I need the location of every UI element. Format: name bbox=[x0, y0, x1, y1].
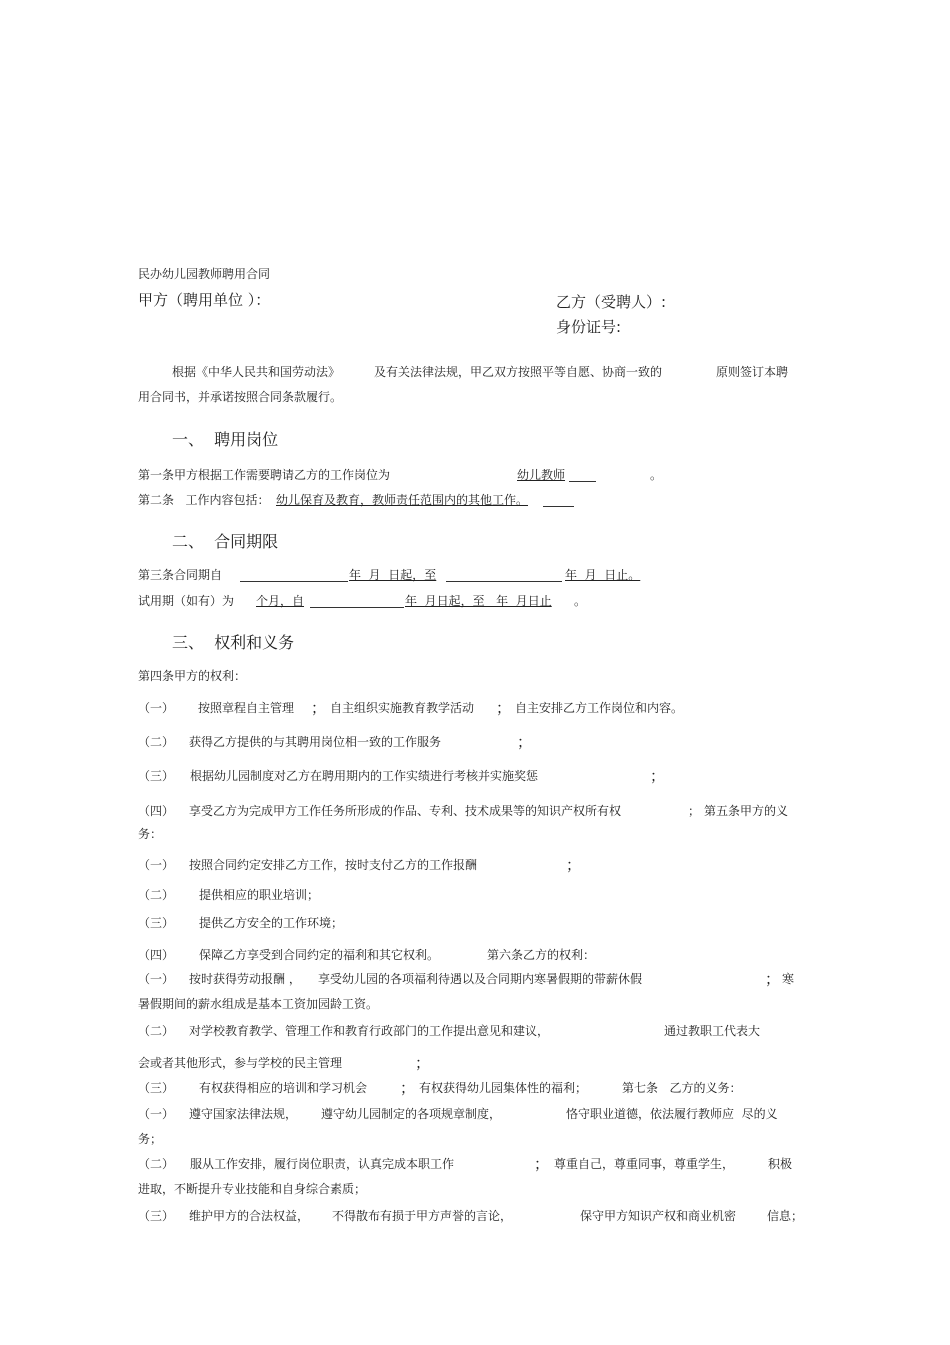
intro-text: 及有关法律法规，甲乙双方按照平等自愿、协商一致的 bbox=[374, 365, 663, 379]
item-text: 遵守国家法律法规， bbox=[189, 1107, 298, 1121]
item-number: （一） bbox=[138, 972, 175, 986]
item-text: 享受幼儿园的各项福利待遇以及合同期内寒暑假期的带薪休假 bbox=[318, 972, 643, 986]
article-4: 第四条甲方的权利： bbox=[138, 669, 247, 683]
item-text: ； bbox=[765, 970, 781, 988]
id-number-label: 身份证号: bbox=[556, 318, 622, 336]
item-number: （一） bbox=[138, 1107, 175, 1121]
trial-end: 。 bbox=[574, 594, 587, 608]
item-text: 保守甲方知识产权和商业机密 bbox=[580, 1209, 737, 1223]
item-number: （四） bbox=[138, 948, 175, 962]
item-number: （二） bbox=[138, 888, 175, 902]
blank-underline bbox=[310, 607, 404, 608]
section-heading: 三、 权利和义务 bbox=[172, 633, 295, 652]
item-text: 恪守职业道德，依法履行教师应 尽的义 bbox=[566, 1107, 778, 1121]
item-text: 保障乙方享受到合同约定的福利和其它权利。 bbox=[199, 948, 440, 962]
item-text: 通过教职工代表大 bbox=[664, 1024, 761, 1038]
item-text: ； bbox=[400, 1079, 416, 1097]
item-text: 务： bbox=[138, 827, 163, 841]
item-text: ； bbox=[415, 1054, 431, 1072]
start-date: 年 月 日起，至 bbox=[349, 568, 437, 582]
item-text: 信息； bbox=[767, 1209, 804, 1223]
item-text: 会或者其他形式，参与学校的民主管理 bbox=[138, 1056, 343, 1070]
trial-months: 个月，自 bbox=[256, 594, 305, 608]
item-number: （三） bbox=[138, 1081, 175, 1095]
item-text: 获得乙方提供的与其聘用岗位相一致的工作服务 bbox=[189, 735, 442, 749]
item-text: ； bbox=[517, 733, 533, 751]
intro-text: 用合同书，并承诺按照合同条款履行。 bbox=[138, 390, 343, 404]
item-text: 有权获得幼儿园集体性的福利； bbox=[419, 1081, 588, 1095]
party-a-label: 甲方（聘用单位 ）： bbox=[138, 291, 271, 309]
intro-text: 根据《中华人民共和国劳动法》 bbox=[172, 365, 341, 379]
item-text: 有权获得相应的培训和学习机会 bbox=[199, 1081, 368, 1095]
item-number: （三） bbox=[138, 1209, 175, 1223]
item-text: 尊重自己，尊重同事，尊重学生， bbox=[554, 1157, 735, 1171]
blank-underline bbox=[240, 581, 348, 582]
item-text: 务； bbox=[138, 1132, 163, 1146]
intro-text: 原则签订本聘 bbox=[716, 365, 789, 379]
item-text: 提供乙方安全的工作环境； bbox=[199, 916, 344, 930]
item-text: 维护甲方的合法权益， bbox=[189, 1209, 310, 1223]
end-date: 年 月 日止。 bbox=[565, 568, 641, 582]
item-text: 进取，不断提升专业技能和自身综合素质； bbox=[138, 1182, 367, 1196]
item-text: ； bbox=[496, 699, 512, 717]
trial-dates: 年 月日起，至 年 月日止 bbox=[405, 594, 552, 608]
section-heading: 一、 聘用岗位 bbox=[172, 430, 279, 449]
section-heading: 二、 合同期限 bbox=[172, 532, 279, 551]
item-text: 按照章程自主管理 bbox=[198, 701, 295, 715]
item-text: 自主组织实施教育教学活动 bbox=[330, 701, 475, 715]
item-number: （二） bbox=[138, 735, 175, 749]
article-1: 第一条甲方根据工作需要聘请乙方的工作岗位为 bbox=[138, 468, 391, 482]
item-text: 提供相应的职业培训； bbox=[199, 888, 320, 902]
item-number: （三） bbox=[138, 769, 175, 783]
article-2: 第二条 工作内容包括： bbox=[138, 493, 270, 507]
item-text: 享受乙方为完成甲方工作任务所形成的作品、专利、技术成果等的知识产权所有权 bbox=[189, 804, 622, 818]
item-text: 自主安排乙方工作岗位和内容。 bbox=[515, 701, 684, 715]
item-text: 服从工作安排，履行岗位职责，认真完成本职工作 bbox=[190, 1157, 455, 1171]
item-text: ； bbox=[688, 804, 701, 818]
trial-period: 试用期（如有）为 bbox=[138, 594, 235, 608]
item-text: ； bbox=[566, 856, 582, 874]
item-text: 不得散布有损于甲方声誉的言论， bbox=[332, 1209, 513, 1223]
item-number: （二） bbox=[138, 1024, 175, 1038]
item-text: 对学校教育教学、管理工作和教育行政部门的工作提出意见和建议， bbox=[189, 1024, 550, 1038]
article-1-end: 。 bbox=[650, 468, 663, 482]
item-text: ； bbox=[650, 767, 666, 785]
blank-underline bbox=[446, 581, 562, 582]
item-text: 按照合同约定安排乙方工作，按时支付乙方的工作报酬 bbox=[189, 858, 478, 872]
item-number: （三） bbox=[138, 916, 175, 930]
item-text: 第七条 乙方的义务： bbox=[622, 1081, 742, 1095]
item-number: （四） bbox=[138, 804, 175, 818]
item-text: 根据幼儿园制度对乙方在聘用期内的工作实绩进行考核并实施奖惩 bbox=[190, 769, 539, 783]
blank-underline bbox=[543, 506, 574, 507]
job-scope-value: 幼儿保育及教育，教师责任范围内的其他工作。 bbox=[276, 493, 529, 507]
item-text: 第六条乙方的权利： bbox=[487, 948, 596, 962]
item-text: ； bbox=[311, 699, 327, 717]
item-number: （一） bbox=[138, 701, 175, 715]
blank-underline bbox=[569, 481, 596, 482]
item-text: 寒 bbox=[782, 972, 795, 986]
item-number: （二） bbox=[138, 1157, 175, 1171]
position-value: 幼儿教师 bbox=[517, 468, 566, 482]
article-3: 第三条合同期自 bbox=[138, 568, 223, 582]
item-text: 积极 bbox=[768, 1157, 793, 1171]
document-title: 民办幼儿园教师聘用合同 bbox=[138, 267, 271, 281]
item-text: 第五条甲方的义 bbox=[704, 804, 789, 818]
item-text: 暑假期间的薪水组成是基本工资加园龄工资。 bbox=[138, 997, 379, 1011]
item-text: 遵守幼儿园制定的各项规章制度， bbox=[321, 1107, 502, 1121]
party-b-label: 乙方（受聘人）: bbox=[556, 293, 667, 311]
item-text: ； bbox=[534, 1155, 550, 1173]
item-number: （一） bbox=[138, 858, 175, 872]
item-text: 按时获得劳动报酬 ， bbox=[189, 972, 301, 986]
